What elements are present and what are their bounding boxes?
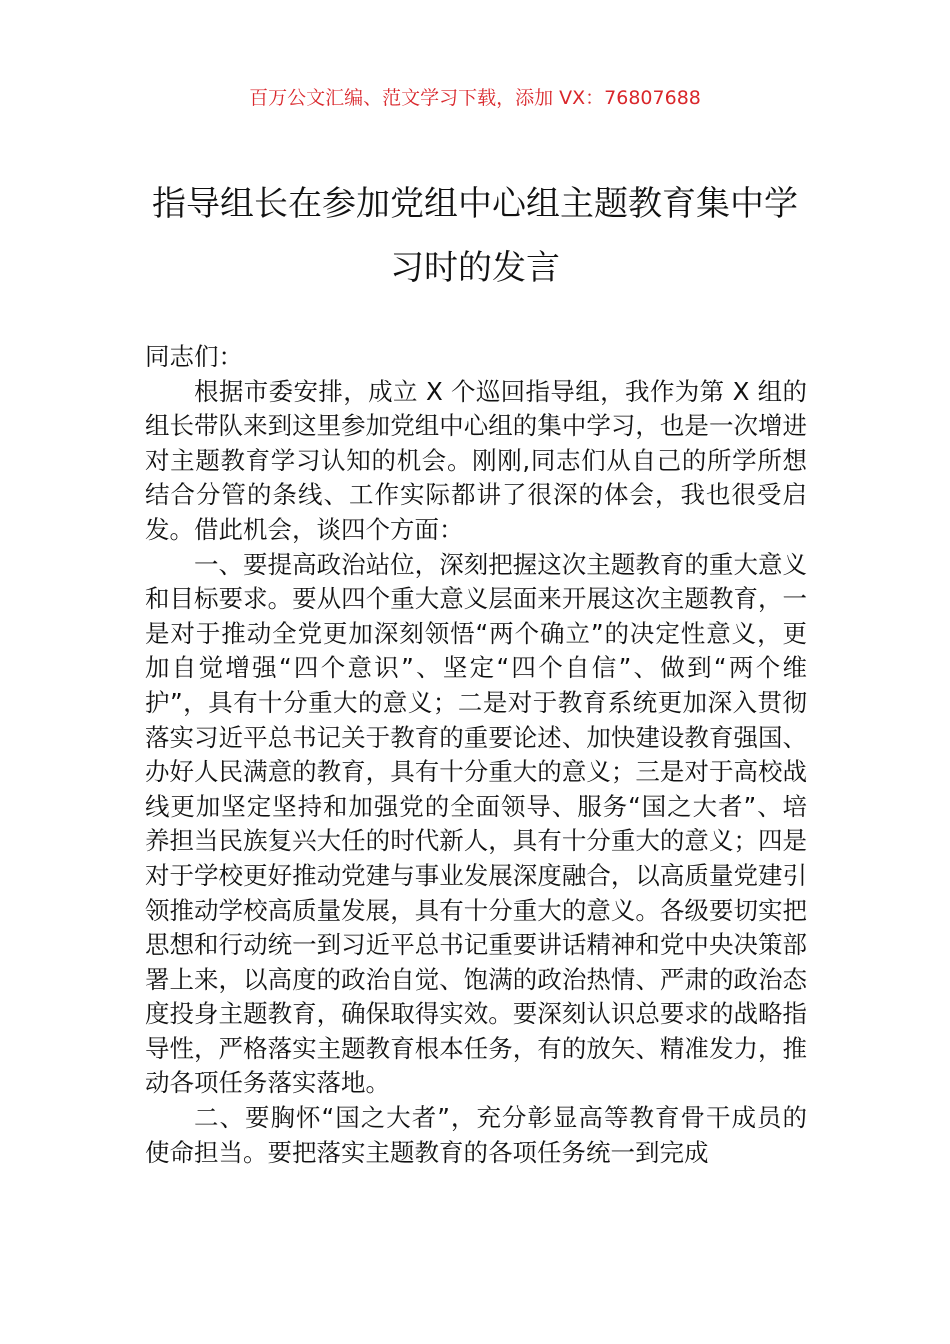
body-paragraph-section-two: 二、要胸怀“国之大者”，充分彰显高等教育骨干成员的使命担当。要把落实主题教育的各项任务统一到完成 (145, 1103, 807, 1167)
document-title: 指导组长在参加党组中心组主题教育集中学习时的发言 (152, 184, 798, 288)
body-paragraph-section-one: 一、要提高政治站位，深刻把握这次主题教育的重大意义和目标要求。要从四个重大意义层面来开展这次主题教育，一是对于推动全党更加深刻领悟“两个确立”的决定性意义，更加自觉增强“四个意识”、坚定“四个自信”、做到“两个维护”，具有十分重大的意义；二是对于教育系统更加深入贯彻落实习近平总书记关于教育的重要论述、加快建设教育强国、办好人民满意的教育，具有十分重大的意义；三是对于高校战线更加坚定坚持和加强党的全面领导、服务“国之大者”、培养担当民族复兴大任的时代新人，具有十分重大的意义；四是对于学校更好推动党建与事业发展深度融合，以高质量党建引领推动学校高质量发展，具有十分重大的意义。各级要切实把思想和行动统一到习近平总书记重要讲话精神和党中央决策部署上来，以高度的政治自觉、饱满的政治热情、严肃的政治态度投身主题教育，确保取得实效。要深刻认识总要求的战略指导性，严格落实主题教育根本任务，有的放矢、精准发力，推动各项任务落实落地。 (145, 549, 807, 1098)
document-body (145, 340, 807, 1170)
salutation: 同志们： (145, 342, 243, 371)
body-paragraph-intro: 根据市委安排，成立 X 个巡回指导组，我作为第 X 组的组长带队来到这里参加党组中心组的集中学习，也是一次增进对主题教育学习认知的机会。刚刚,同志们从自己的所学所想结合分管的条线、工作实际都讲了很深的体会，我也很受启发。借此机会，谈四个方面： (145, 376, 807, 544)
header-watermark-note: 百万公文汇编、范文学习下载，添加 VX：76807688 (249, 87, 701, 109)
